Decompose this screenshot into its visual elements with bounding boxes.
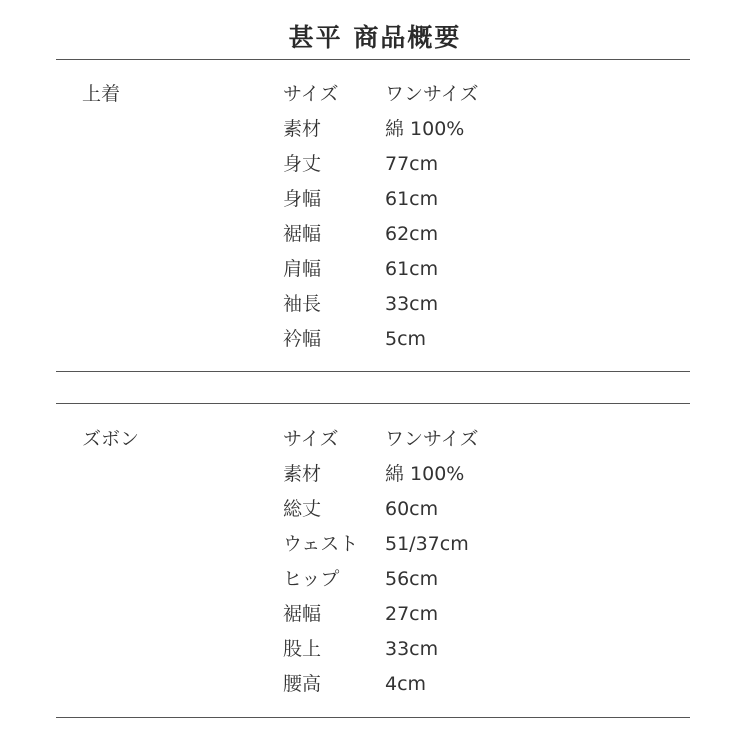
spec-row	[283, 562, 478, 597]
spec-key: サイズ	[283, 428, 339, 450]
spec-value: 33cm	[385, 293, 439, 315]
spec-key: 肩幅	[283, 258, 322, 280]
spec-row	[283, 217, 478, 252]
spec-value: 51/37cm	[385, 533, 469, 555]
spec-key: 腰高	[283, 673, 322, 695]
spec-key: 袖長	[283, 293, 322, 315]
spec-value: ワンサイズ	[385, 428, 479, 450]
spec-row	[283, 287, 478, 322]
spec-key: 裾幅	[283, 603, 322, 625]
spec-key: 衿幅	[283, 328, 322, 350]
spec-key: ヒップ	[283, 568, 340, 590]
spec-value: 33cm	[385, 638, 439, 660]
spec-key: サイズ	[283, 83, 339, 105]
bottom-divider	[56, 717, 690, 718]
spec-value: 綿 100%	[385, 463, 465, 485]
spec-row	[283, 147, 478, 182]
spec-value: 62cm	[385, 223, 439, 245]
spec-row	[283, 527, 478, 562]
spec-row	[283, 492, 478, 527]
spec-value: 61cm	[385, 258, 439, 280]
spec-key: 裾幅	[283, 223, 322, 245]
spec-key: 総丈	[283, 498, 322, 520]
spec-value: 27cm	[385, 603, 439, 625]
spec-value: 61cm	[385, 188, 439, 210]
spec-row	[283, 422, 478, 457]
spec-row	[283, 77, 478, 112]
spec-value: 60cm	[385, 498, 439, 520]
spec-value: 4cm	[385, 673, 427, 695]
spec-list	[283, 422, 478, 702]
spec-value: 77cm	[385, 153, 439, 175]
spec-row	[283, 667, 478, 702]
section-divider	[56, 371, 690, 372]
spec-list	[283, 77, 478, 357]
spec-value: ワンサイズ	[385, 83, 479, 105]
spec-row	[283, 182, 478, 217]
spec-value: 56cm	[385, 568, 439, 590]
spec-row	[283, 632, 478, 667]
spec-key: 身丈	[283, 153, 322, 175]
page-title: 甚平 商品概要	[288, 23, 462, 52]
title-divider	[56, 59, 690, 60]
spec-key: 股上	[283, 638, 322, 660]
spec-row	[283, 457, 478, 492]
spec-row	[283, 252, 478, 287]
spec-row	[283, 322, 478, 357]
spec-key: 素材	[283, 463, 322, 485]
section-label: ズボン	[82, 428, 140, 450]
section-label: 上着	[82, 83, 121, 105]
spec-key: 身幅	[283, 188, 322, 210]
spec-row	[283, 112, 478, 147]
spec-value: 綿 100%	[385, 118, 465, 140]
spec-value: 5cm	[385, 328, 427, 350]
spec-row	[283, 597, 478, 632]
spec-key: 素材	[283, 118, 322, 140]
spec-key: ウェスト	[283, 533, 359, 555]
section-divider	[56, 403, 690, 404]
